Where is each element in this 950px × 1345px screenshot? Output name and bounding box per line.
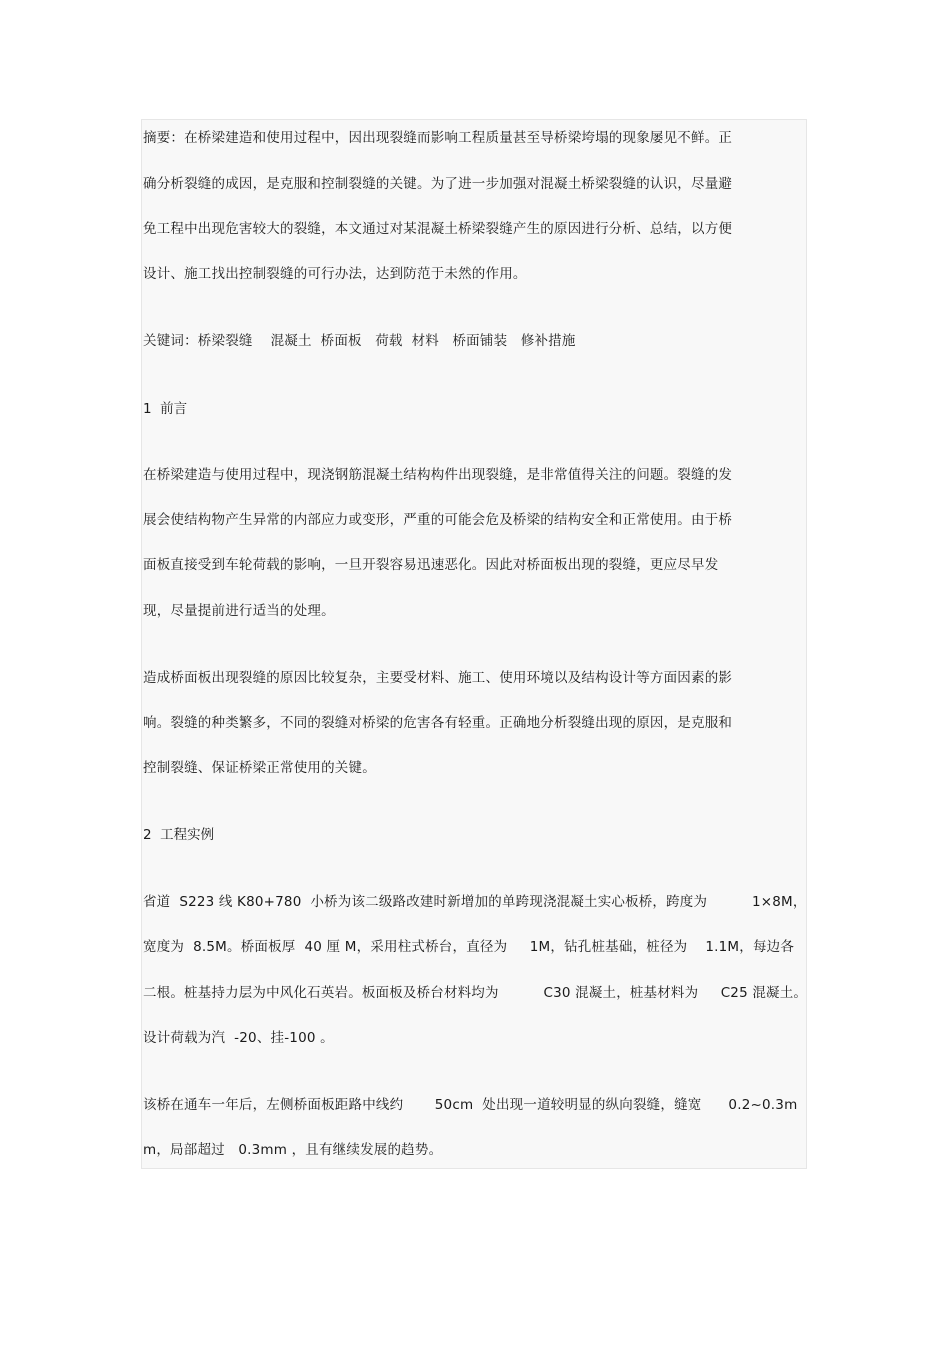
section-2-para-1-line-3: 二根。桩基持力层为中风化石英岩。板面板及桥台材料均为 C30 混凝土，桩基材料为 C25 混凝土。 xyxy=(143,985,808,1001)
section-2-para-1-line-4: 设计荷载为汽 -20、挂-100 。 xyxy=(143,1030,334,1046)
abstract-line-4: 设计、施工找出控制裂缝的可行办法，达到防范于未然的作用。 xyxy=(143,266,527,282)
section-1-para-1-line-2: 展会使结构物产生异常的内部应力或变形，严重的可能会危及桥梁的结构安全和正常使用。由于桥 xyxy=(143,512,733,528)
section-2-para-2-line-1: 该桥在通车一年后，左侧桥面板距路中线约 50cm 处出现一道较明显的纵向裂缝，缝宽 0.2~0.3m xyxy=(143,1097,798,1113)
section-1-para-2-line-2: 响。裂缝的种类繁多，不同的裂缝对桥梁的危害各有轻重。正确地分析裂缝出现的原因，是克服和 xyxy=(143,715,733,731)
section-1-para-2-line-3: 控制裂缝、保证桥梁正常使用的关键。 xyxy=(143,760,376,776)
section-1-para-1-line-1: 在桥梁建造与使用过程中，现浇钢筋混凝土结构构件出现裂缝，是非常值得关注的问题。裂缝的发 xyxy=(143,467,733,483)
section-1-para-1-line-3: 面板直接受到车轮荷载的影响，一旦开裂容易迅速恶化。因此对桥面板出现的裂缝，更应尽早发 xyxy=(143,557,719,573)
section-2-para-1-line-2: 宽度为 8.5M。桥面板厚 40 厘 M，采用柱式桥台，直径为 1M，钻孔桩基础，桩径为 1.1M，每边各 xyxy=(143,939,795,955)
abstract-line-2: 确分析裂缝的成因，是克服和控制裂缝的关键。为了进一步加强对混凝土桥梁裂缝的认识，尽量避 xyxy=(143,176,733,192)
section-1-para-2-line-1: 造成桥面板出现裂缝的原因比较复杂，主要受材料、施工、使用环境以及结构设计等方面因素的影 xyxy=(143,670,733,686)
section-2-para-1-line-1: 省道 S223 线 K80+780 小桥为该二级路改建时新增加的单跨现浇混凝土实心板桥，跨度为 1×8M， xyxy=(143,894,807,910)
section-2-para-2-line-2: m，局部超过 0.3mm ，且有继续发展的趋势。 xyxy=(143,1142,443,1158)
keywords-line: 关键词：桥梁裂缝 混凝土 桥面板 荷载 材料 桥面铺装 修补措施 xyxy=(143,333,576,349)
abstract-line-3: 免工程中出现危害较大的裂缝，本文通过对某混凝土桥梁裂缝产生的原因进行分析、总结，以方便 xyxy=(143,221,733,237)
section-1-para-1-line-4: 现，尽量提前进行适当的处理。 xyxy=(143,603,335,619)
section-1-heading: 1 前言 xyxy=(143,401,188,417)
section-2-heading: 2 工程实例 xyxy=(143,827,215,843)
abstract-line-1: 摘要：在桥梁建造和使用过程中，因出现裂缝而影响工程质量甚至导桥梁垮塌的现象屡见不鲜。正 xyxy=(143,130,733,146)
